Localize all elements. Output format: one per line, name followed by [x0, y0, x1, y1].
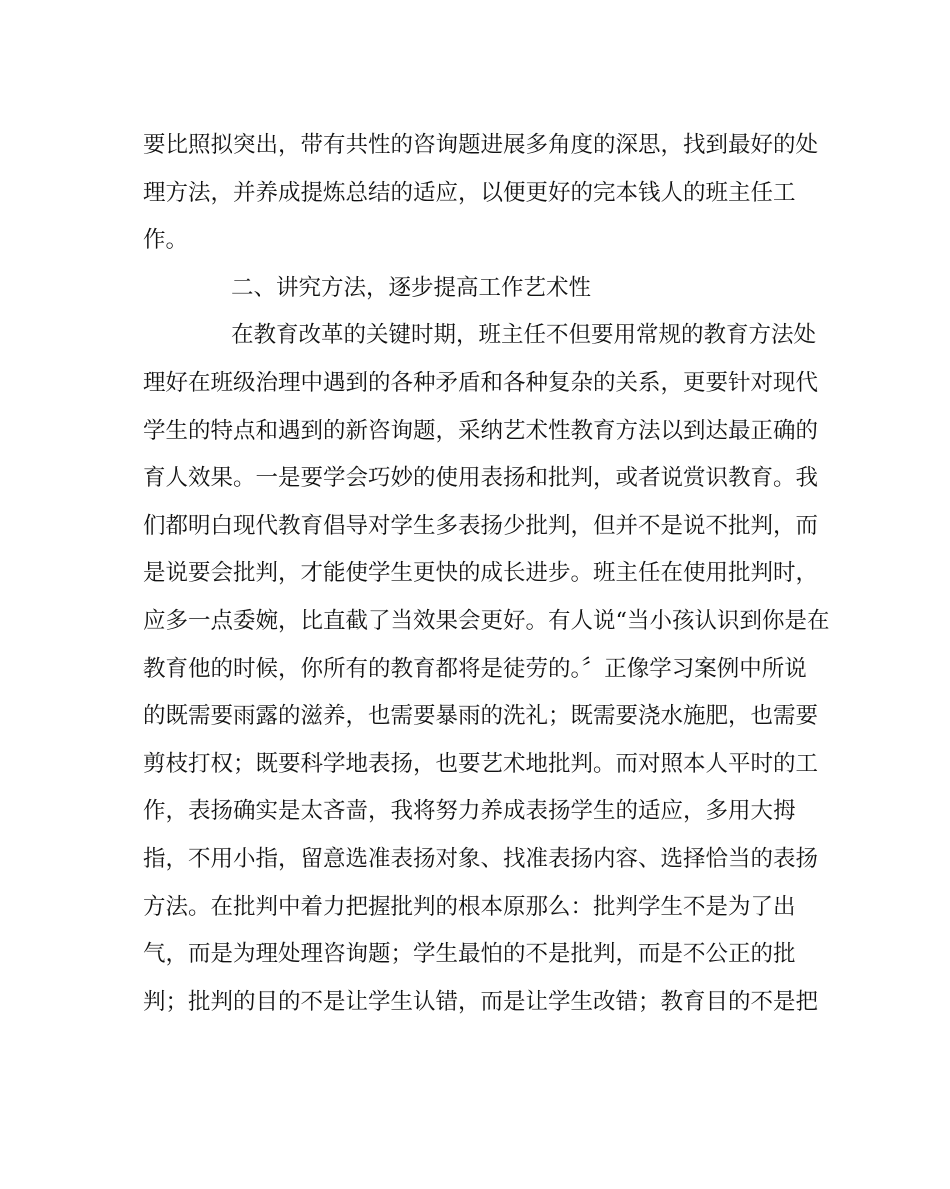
- text-line: 作。: [143, 227, 189, 254]
- text-line: 要比照拟突出，带有共性的咨询题进展多角度的深思，找到最好的处: [143, 132, 819, 158]
- text-line: 理好在班级治理中遇到的各种矛盾和各种复杂的关系，更要针对现代: [143, 369, 819, 396]
- text-line: 的既需要雨露的滋养，也需要暴雨的洗礼；既需要浇水施肥，也需要: [143, 703, 819, 730]
- text-line: 指，不用小指，留意选准表扬对象、找准表扬内容、选择恰当的表扬: [143, 845, 819, 872]
- text-line: 学生的特点和遇到的新咨询题，采纳艺术性教育方法以到达最正确的: [143, 417, 819, 444]
- section-heading: 二、讲究方法，逐步提高工作艺术性: [231, 274, 592, 301]
- text-line: 判；批判的目的不是让学生认错，而是让学生改错；教育目的不是把: [143, 988, 819, 1015]
- text-line: 是说要会批判，才能使学生更快的成长进步。班主任在使用批判时，: [143, 560, 819, 587]
- text-line: 育人效果。一是要学会巧妙的使用表扬和批判，或者说赏识教育。我: [143, 465, 819, 492]
- text-line: 应多一点委婉，比直截了当效果会更好。有人说“当小孩认识到你是在: [143, 607, 830, 634]
- paragraph-start-line: 在教育改革的关键时期，班主任不但要用常规的教育方法处: [231, 322, 817, 349]
- text-line: 气，而是为理处理咨询题；学生最怕的不是批判，而是不公正的批: [143, 941, 796, 968]
- text-line: 教育他的时候，你所有的教育都将是徒劳的。〞正像学习案例中所说: [143, 655, 807, 682]
- text-line: 作，表扬确实是太吝啬，我将努力养成表扬学生的适应，多用大拇: [143, 798, 796, 825]
- body-text: [143, 122, 830, 1026]
- text-line: 剪枝打权；既要科学地表扬，也要艺术地批判。而对照本人平时的工: [143, 750, 819, 777]
- text-line: 方法。在批判中着力把握批判的根本原那么：批判学生不是为了出: [143, 893, 796, 920]
- text-line: 们都明白现代教育倡导对学生多表扬少批判，但并不是说不批判，而: [143, 512, 819, 539]
- text-line: 理方法，并养成提炼总结的适应，以便更好的完本钱人的班主任工: [143, 179, 796, 206]
